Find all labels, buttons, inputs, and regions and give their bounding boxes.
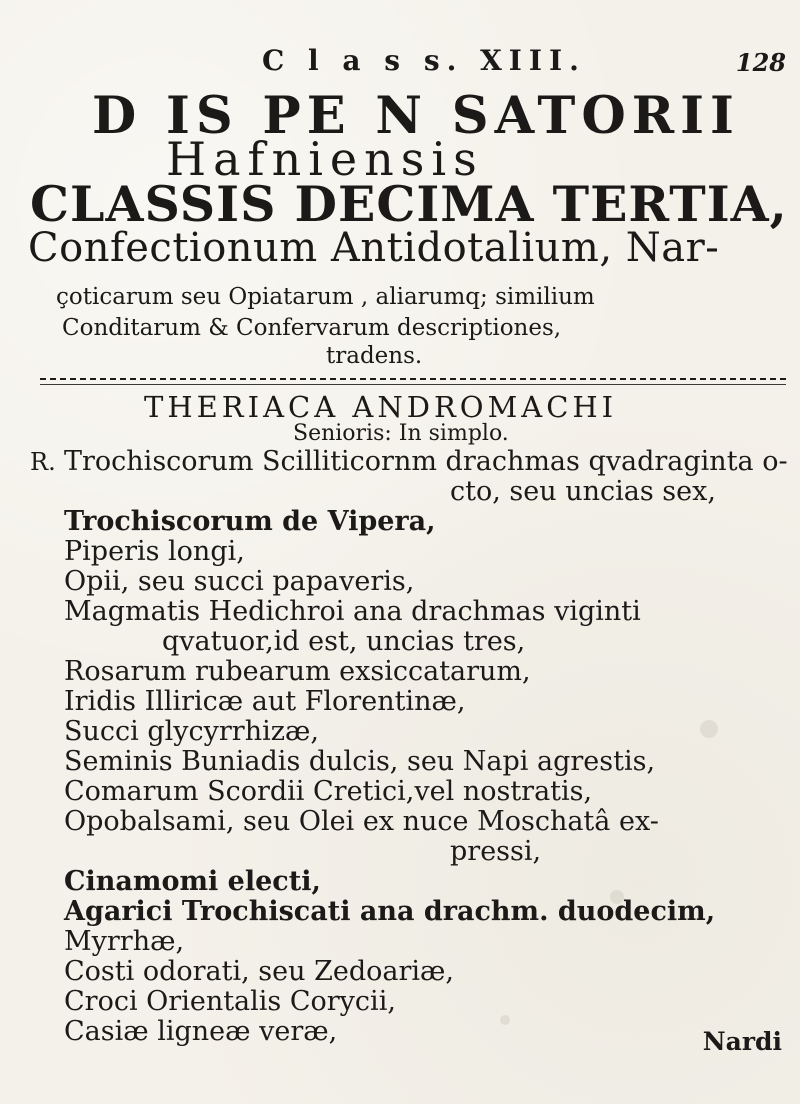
ingredient-line <box>30 837 790 867</box>
ingredient-line <box>30 807 790 837</box>
ingredient-text: Cinamomi electi, <box>64 866 321 897</box>
section-divider <box>40 378 786 385</box>
catchword: Nardi <box>702 1027 782 1056</box>
description-line-2: Conditarum & Confervarum descriptiones, <box>62 315 562 341</box>
ingredient-text: Agarici Trochiscati ana drachm. duodecim, <box>64 896 716 927</box>
ingredient-line <box>30 657 790 687</box>
ingredient-text: Myrrhæ, <box>64 926 185 957</box>
title-line-1: D IS PE N SATORII <box>92 86 740 146</box>
description-line-1: çoticarum seu Opiatarum , aliarumq; similium <box>56 284 595 310</box>
ingredient-line <box>30 987 790 1017</box>
ingredient-text: Casiæ ligneæ veræ, <box>64 1016 338 1047</box>
ingredient-text: qvatuor,id est, uncias tres, <box>162 626 526 657</box>
title-line-4: Confectionum Antidotalium, Nar- <box>28 225 720 271</box>
ingredient-line <box>30 627 790 657</box>
ingredient-text: pressi, <box>450 836 542 867</box>
ingredient-line <box>30 1017 790 1047</box>
ingredient-text: Magmatis Hedichroi ana drachmas viginti <box>64 596 641 627</box>
ingredient-line <box>30 747 790 777</box>
recipe-title: THERIACA ANDROMACHI <box>144 390 618 424</box>
title-line-3: CLASSIS DECIMA TERTIA, <box>30 175 788 233</box>
recipe-marker: R. <box>30 448 56 476</box>
ingredient-text: Opii, seu succi papaveris, <box>64 566 415 597</box>
description-line-3: tradens. <box>326 343 423 369</box>
ingredient-line <box>30 687 790 717</box>
ingredient-text: Trochiscorum Scilliticornm drachmas qvadraginta o- <box>64 446 788 477</box>
ingredient-line <box>30 537 790 567</box>
ingredient-text: Opobalsami, seu Olei ex nuce Moschatâ ex- <box>64 806 659 837</box>
page-number: 128 <box>735 48 786 77</box>
ingredient-line <box>30 717 790 747</box>
ingredient-line <box>30 507 790 537</box>
class-heading: C l a s s. XIII. <box>262 44 586 77</box>
ingredient-text: Seminis Buniadis dulcis, seu Napi agrestis, <box>64 746 656 777</box>
ingredient-text: Trochiscorum de Vipera, <box>64 506 436 537</box>
ingredient-line <box>30 567 790 597</box>
ingredient-text: Piperis longi, <box>64 536 245 567</box>
ingredient-line <box>30 777 790 807</box>
ingredient-text: Comarum Scordii Cretici,vel nostratis, <box>64 776 593 807</box>
recipe-subtitle: Senioris: In simplo. <box>293 421 509 446</box>
ingredient-line <box>30 927 790 957</box>
title-line-2: Hafniensis <box>166 132 484 186</box>
ingredient-line <box>30 477 790 507</box>
ingredient-text: Iridis Illiricæ aut Florentinæ, <box>64 686 466 717</box>
ingredient-list <box>30 447 790 1047</box>
ingredient-text: Costi odorati, seu Zedoariæ, <box>64 956 454 987</box>
ingredient-text: Succi glycyrrhizæ, <box>64 716 319 747</box>
ingredient-text: cto, seu uncias sex, <box>450 476 716 507</box>
ingredient-line <box>30 897 790 927</box>
ingredient-text: Croci Orientalis Corycii, <box>64 986 396 1017</box>
ingredient-line <box>30 867 790 897</box>
ingredient-text: Rosarum rubearum exsiccatarum, <box>64 656 531 687</box>
ingredient-line <box>30 447 790 477</box>
ingredient-line <box>30 597 790 627</box>
ingredient-line <box>30 957 790 987</box>
